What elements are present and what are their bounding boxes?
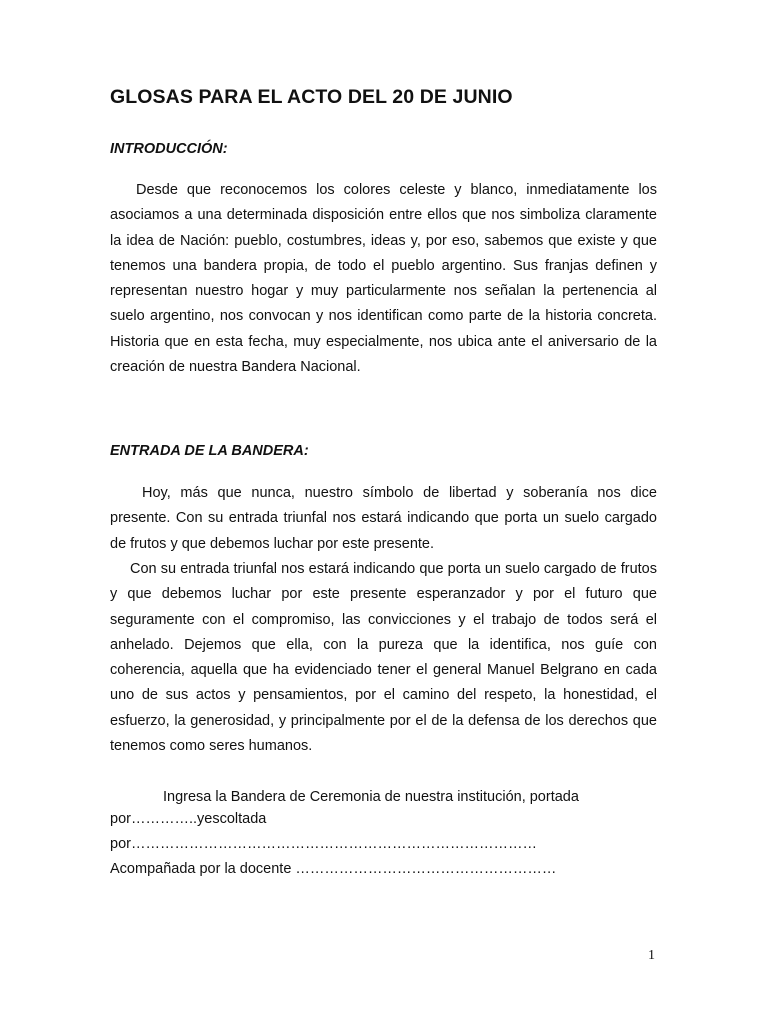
section-heading-entrada: ENTRADA DE LA BANDERA:	[110, 443, 309, 459]
paragraph-hoy: Hoy, más que nunca, nuestro símbolo de libertad y soberanía nos dice presente. Con su entrada triunfal nos estará indicando que porta un suelo cargado de frutos y que debemos luchar por este presente.	[110, 485, 657, 552]
fill-line-portada: por…………..yescoltada	[110, 811, 267, 827]
section-heading-introduccion: INTRODUCCIÓN:	[110, 141, 228, 157]
fill-line-docente: Acompañada por la docente ………………………………………………	[110, 861, 557, 877]
page-number: 1	[648, 948, 655, 963]
fill-line-escoltada: por…………………………………………………………………………	[110, 836, 537, 852]
paragraph-entrada-triunfal: Con su entrada triunfal nos estará indicando que porta un suelo cargado de frutos y que debemos luchar por este presente esperanzador y por el futuro que seguramente con el compromiso, las convicciones y el trabajo de todos será el anhelado. Dejemos que ella, con la pureza que la identifica, nos guíe con coherencia, aquella que ha evidenciado tener el general Manuel Belgrano en cada uno de sus actos y pensamientos, por el camino del respeto, la honestidad, el esfuerzo, la generosidad, y principalmente por el de la defensa de los derechos que tenemos como seres humanos.	[110, 561, 657, 755]
document-title: GLOSAS PARA EL ACTO DEL 20 DE JUNIO	[110, 86, 513, 108]
paragraph-introduccion: Desde que reconocemos los colores celeste y blanco, inmediatamente los asociamos a una determinada disposición entre ellos que nos simboliza claramente la idea de Nación: pueblo, costumbres, ideas y, por eso, sabemos que existe y que tenemos una bandera propia, de todo el pueblo argentino. Sus franjas definen y representan nuestro hogar y muy particularmente nos señalan la pertenencia al suelo argentino, nos convocan y nos identifican como parte de la historia concreta. Historia que en esta fecha, muy especialmente, nos ubica ante el aniversario de la creación de nuestra Bandera Nacional.	[110, 182, 657, 376]
paragraph-ingresa: Ingresa la Bandera de Ceremonia de nuestra institución, portada	[163, 789, 579, 805]
